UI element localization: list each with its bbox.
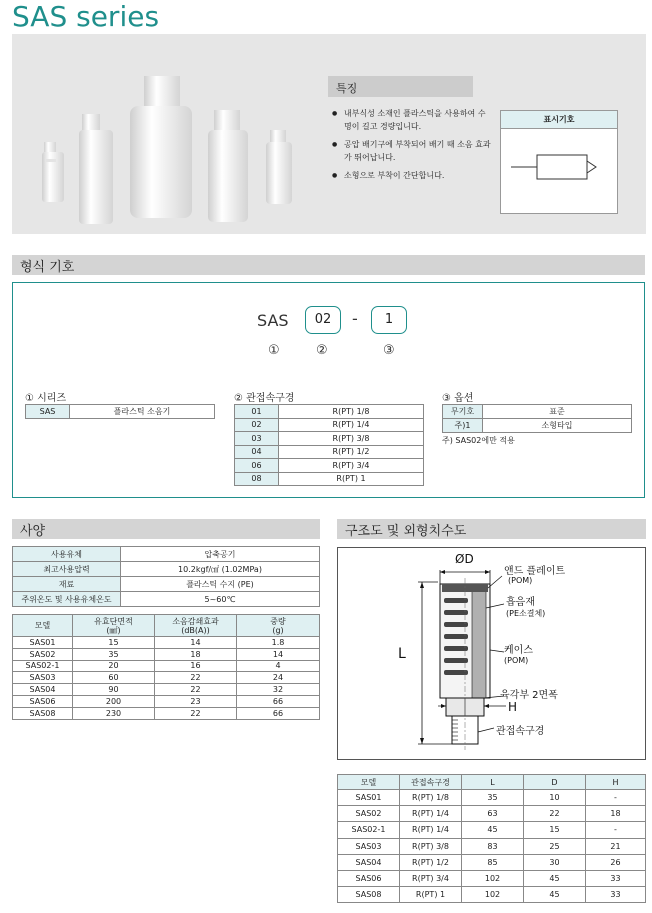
port-size: R(PT) 3/4: [279, 459, 424, 473]
port-size: R(PT) 1/2: [279, 445, 424, 459]
length-label: L: [398, 646, 406, 662]
series-title: ① 시리즈: [25, 393, 67, 404]
port-size: R(PT) 3/8: [279, 432, 424, 446]
option-desc: 표준: [483, 405, 632, 419]
dim-row-cell: R(PT) 1/4: [400, 806, 462, 822]
dim-row-cell: 25: [524, 838, 586, 854]
performance-table: [12, 614, 320, 720]
dim-row-cell: SAS03: [338, 838, 400, 854]
port-code: 06: [235, 459, 279, 473]
dim-row-cell: 22: [524, 806, 586, 822]
features-heading: 특징: [328, 76, 473, 97]
perf-row: [13, 695, 320, 707]
dim-row-cell: -: [586, 790, 646, 806]
perf-row-cell: SAS03: [13, 672, 73, 684]
dim-row: [338, 854, 646, 870]
port-size: R(PT) 1/4: [279, 418, 424, 432]
option-table: [442, 404, 632, 433]
marker-option: ③: [383, 343, 395, 358]
perf-header: 모델: [13, 615, 73, 637]
perf-row-cell: 23: [155, 695, 237, 707]
perf-row-cell: 4: [237, 660, 320, 672]
dim-row-cell: 30: [524, 854, 586, 870]
port-title: ② 관접속구경: [234, 393, 295, 404]
spec-key: 재료: [13, 577, 121, 592]
page-title: SAS series: [12, 0, 160, 33]
dim-row-cell: SAS06: [338, 870, 400, 886]
dim-row-cell: 26: [586, 854, 646, 870]
end-plate-label: 앤드 플레이트: [504, 566, 566, 577]
features-list: [332, 108, 492, 189]
product-photo: [12, 34, 332, 234]
spec-key: 사용유체: [13, 547, 121, 562]
perf-row-cell: 1.8: [237, 637, 320, 649]
dim-row-cell: 83: [462, 838, 524, 854]
dim-row-cell: 33: [586, 887, 646, 903]
end-plate-material: (POM): [508, 576, 533, 585]
perf-row-cell: SAS04: [13, 684, 73, 696]
series-desc: 플라스틱 소음기: [70, 405, 215, 419]
model-code-box: [12, 282, 645, 498]
marker-port: ②: [316, 343, 328, 358]
port-size: R(PT) 1: [279, 472, 424, 486]
silencer-section-drawing: [338, 548, 645, 759]
dim-header: D: [524, 775, 586, 790]
structure-heading: 구조도 및 외형치수도: [337, 519, 646, 539]
dimension-table: [337, 774, 646, 903]
dim-row-cell: 35: [462, 790, 524, 806]
port-code: 04: [235, 445, 279, 459]
spec-key: 주위온도 및 사용유체온도: [13, 592, 121, 607]
diameter-label: ØD: [455, 552, 474, 566]
spec-table: [12, 546, 320, 607]
perf-row-cell: SAS08: [13, 707, 73, 719]
perf-row-cell: 35: [73, 648, 155, 660]
dim-row: [338, 838, 646, 854]
port-code: 03: [235, 432, 279, 446]
perf-row-cell: SAS02-1: [13, 660, 73, 672]
port-size: R(PT) 1/8: [279, 405, 424, 419]
feature-item: ● 공압 배기구에 부착되어 배기 때 소음 효과가 뛰어납니다.: [332, 139, 492, 164]
symbol-heading: 표시기호: [501, 111, 617, 129]
dim-header: 관접속구경: [400, 775, 462, 790]
perf-row: [13, 672, 320, 684]
dim-row-cell: R(PT) 1/2: [400, 854, 462, 870]
hex-width-label: 육각부 2면폭: [500, 690, 558, 701]
dim-row-cell: 33: [586, 870, 646, 886]
perf-row-cell: 200: [73, 695, 155, 707]
case-label: 케이스: [504, 645, 533, 656]
feature-item: ● 소형으로 부착이 간단합니다.: [332, 170, 492, 183]
dim-row-cell: R(PT) 3/4: [400, 870, 462, 886]
dim-row-cell: 18: [586, 806, 646, 822]
perf-row-cell: 32: [237, 684, 320, 696]
perf-row-cell: 66: [237, 695, 320, 707]
perf-row-cell: SAS02: [13, 648, 73, 660]
dim-row-cell: 15: [524, 822, 586, 838]
port-table: [234, 404, 424, 486]
perf-header: 유효단면적 (㎟): [73, 615, 155, 637]
dim-row-cell: 85: [462, 854, 524, 870]
perf-header: 소음감쇄효과 (dB(A)): [155, 615, 237, 637]
perf-row-cell: SAS06: [13, 695, 73, 707]
case-material: (POM): [504, 656, 529, 665]
silencer-large-image: [130, 76, 192, 218]
perf-row-cell: 66: [237, 707, 320, 719]
dim-row: [338, 806, 646, 822]
dim-row-cell: 45: [524, 870, 586, 886]
dim-row-cell: 45: [462, 822, 524, 838]
port-code: 02: [235, 418, 279, 432]
dim-row-cell: SAS02-1: [338, 822, 400, 838]
port-code: 08: [235, 472, 279, 486]
option-title: ③ 옵션: [442, 393, 474, 404]
silencer-medium-image: [208, 110, 248, 222]
dim-row: [338, 887, 646, 903]
port-label: 관접속구경: [496, 726, 545, 737]
dim-row-cell: R(PT) 3/8: [400, 838, 462, 854]
perf-row-cell: 15: [73, 637, 155, 649]
dim-row-cell: R(PT) 1/8: [400, 790, 462, 806]
series-code: SAS: [26, 405, 70, 419]
dim-row-cell: 102: [462, 870, 524, 886]
perf-row-cell: 22: [155, 672, 237, 684]
symbol-box: [500, 110, 618, 214]
silencer-symbol-icon: [501, 131, 617, 211]
perf-row-cell: 24: [237, 672, 320, 684]
dim-header: 모델: [338, 775, 400, 790]
structure-diagram: [337, 547, 646, 760]
dim-header: H: [586, 775, 646, 790]
perf-row-cell: 22: [155, 707, 237, 719]
perf-row: [13, 660, 320, 672]
code-size: 02: [305, 306, 341, 334]
perf-row-cell: 14: [155, 637, 237, 649]
perf-header: 중량 (g): [237, 615, 320, 637]
perf-row: [13, 684, 320, 696]
silencer-small-image: [42, 142, 64, 202]
hex-label: H: [508, 700, 518, 714]
silencer-medium-small-image: [79, 114, 113, 224]
absorber-material: (PE소결체): [506, 609, 546, 618]
dim-row-cell: SAS02: [338, 806, 400, 822]
dim-row-cell: SAS04: [338, 854, 400, 870]
dim-row: [338, 790, 646, 806]
spec-value: 10.2kgf/㎠ (1.02MPa): [121, 562, 320, 577]
dim-row-cell: SAS08: [338, 887, 400, 903]
code-dash: -: [352, 309, 358, 328]
code-option: 1: [371, 306, 407, 334]
code-prefix: SAS: [257, 311, 289, 330]
absorber-label: 흡음재: [506, 597, 535, 608]
perf-row-cell: 60: [73, 672, 155, 684]
dim-row-cell: -: [586, 822, 646, 838]
option-code: 무기호: [443, 405, 483, 419]
perf-row-cell: 14: [237, 648, 320, 660]
perf-row-cell: 20: [73, 660, 155, 672]
port-code: 01: [235, 405, 279, 419]
option-desc: 소형타입: [483, 419, 632, 433]
dim-row-cell: 45: [524, 887, 586, 903]
spec-value: 압축공기: [121, 547, 320, 562]
dim-row: [338, 870, 646, 886]
dim-row-cell: SAS01: [338, 790, 400, 806]
silencer-small-right-image: [266, 130, 292, 204]
perf-row-cell: SAS01: [13, 637, 73, 649]
feature-item: ● 내부식성 소재인 플라스틱을 사용하여 수명이 길고 경량입니다.: [332, 108, 492, 133]
perf-row-cell: 22: [155, 684, 237, 696]
option-code: 주)1: [443, 419, 483, 433]
spec-heading: 사양: [12, 519, 320, 539]
dim-row-cell: 21: [586, 838, 646, 854]
dim-row-cell: R(PT) 1: [400, 887, 462, 903]
perf-row-cell: 18: [155, 648, 237, 660]
perf-row-cell: 16: [155, 660, 237, 672]
perf-row-cell: 230: [73, 707, 155, 719]
spec-value: 플라스틱 수지 (PE): [121, 577, 320, 592]
perf-row: [13, 648, 320, 660]
spec-value: 5~60℃: [121, 592, 320, 607]
series-table: [25, 404, 215, 419]
option-note: 주) SAS02에만 적용: [442, 436, 515, 445]
dim-row-cell: 10: [524, 790, 586, 806]
spec-key: 최고사용압력: [13, 562, 121, 577]
dim-row-cell: 63: [462, 806, 524, 822]
model-code-heading: 형식 기호: [12, 255, 645, 275]
dim-row-cell: 102: [462, 887, 524, 903]
perf-row-cell: 90: [73, 684, 155, 696]
dim-row-cell: R(PT) 1/4: [400, 822, 462, 838]
dim-row: [338, 822, 646, 838]
perf-row: [13, 707, 320, 719]
marker-series: ①: [268, 343, 280, 358]
perf-row: [13, 637, 320, 649]
dim-header: L: [462, 775, 524, 790]
